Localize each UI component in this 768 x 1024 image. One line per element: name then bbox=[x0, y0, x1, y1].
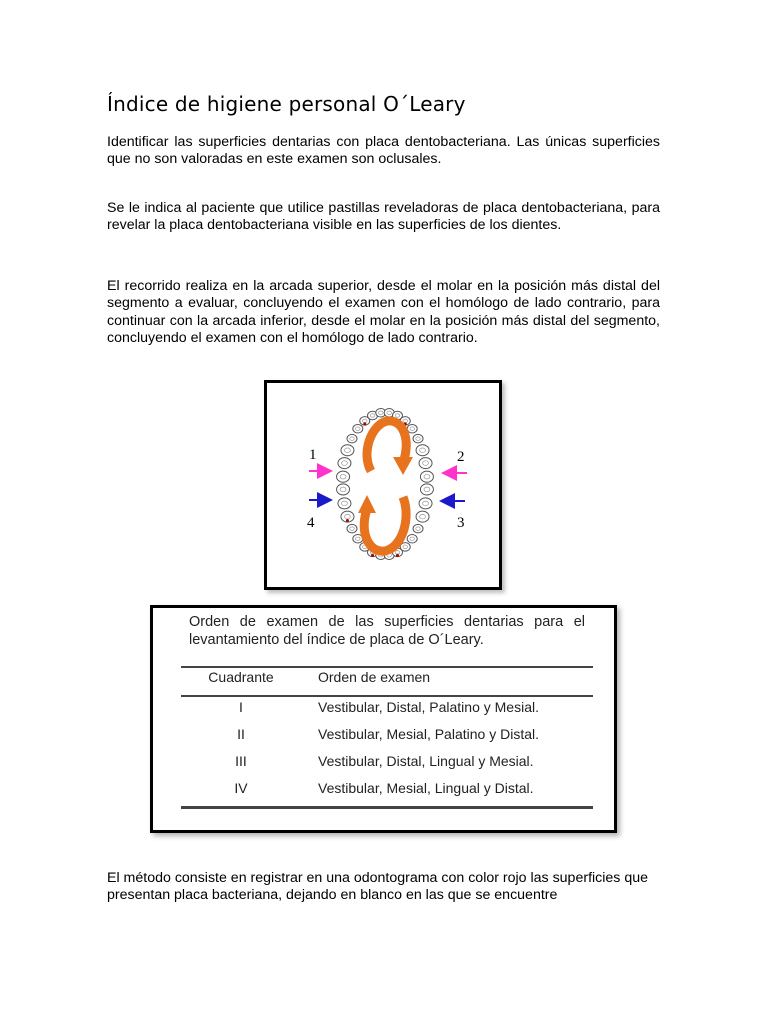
tooth bbox=[341, 445, 354, 456]
tooth bbox=[353, 424, 363, 433]
tooth bbox=[338, 458, 351, 469]
teeth-group bbox=[337, 408, 434, 559]
row-1-quadrant: I bbox=[239, 699, 243, 715]
tooth bbox=[338, 498, 351, 509]
paragraph-procedure: El recorrido realiza en la arcada superior, desde el molar en la posición más distal del segmento a evaluar, concluyendo el examen con el homólogo de lado contrario, para continuar con la arcada inferior, desde el molar en la posición más distal del segmento, concluyendo el examen con el homólogo de lado contrario. bbox=[107, 278, 660, 347]
plaque-mark bbox=[363, 422, 366, 425]
upper-circular-arrowhead bbox=[393, 457, 413, 475]
quadrant-1-label: 1 bbox=[309, 447, 317, 463]
tooth bbox=[419, 458, 432, 469]
header-exam-order: Orden de examen bbox=[318, 669, 431, 685]
table-top-rule bbox=[181, 666, 593, 668]
page-title: Índice de higiene personal O´Leary bbox=[107, 92, 466, 116]
quadrant-4-label: 4 bbox=[307, 515, 315, 531]
tooth bbox=[347, 434, 357, 443]
plaque-mark bbox=[346, 519, 349, 522]
paragraph-tablets: Se le indica al paciente que utilice pastillas reveladoras de placa dentobacteriana, para revelar la placa dentobacteriana visible en las superficies de los dientes. bbox=[107, 200, 660, 234]
table-caption: Orden de examen de las superficies dentarias para el levantamiento del índice de placa de O´Leary. bbox=[189, 614, 585, 648]
tooth bbox=[347, 524, 357, 533]
row-3-quadrant: III bbox=[235, 753, 247, 769]
exam-order-table bbox=[150, 605, 617, 833]
dental-arch-diagram bbox=[264, 380, 502, 590]
row-4-quadrant: IV bbox=[234, 780, 248, 796]
tooth bbox=[416, 445, 429, 456]
header-quadrant: Cuadrante bbox=[208, 669, 274, 685]
table-bottom-rule bbox=[181, 806, 593, 809]
plaque-mark bbox=[371, 554, 374, 557]
lower-circular-arrowhead bbox=[358, 495, 376, 513]
tooth bbox=[420, 484, 433, 495]
quadrant-2-label: 2 bbox=[457, 449, 465, 465]
paragraph-method: El método consiste en registrar en una odontograma con color rojo las superficies que presentan placa bacteriana, dejando en blanco en las que se encuentre bbox=[107, 870, 649, 904]
table-header-rule bbox=[181, 695, 593, 697]
tooth bbox=[419, 498, 432, 509]
row-4-order: Vestibular, Mesial, Lingual y Distal. bbox=[318, 780, 534, 796]
tooth bbox=[420, 471, 433, 482]
paragraph-intro: Identificar las superficies dentarias con placa dentobacteriana. Las únicas superficies que no son valoradas en este examen son oclusales. bbox=[107, 134, 660, 168]
tooth bbox=[413, 434, 423, 443]
row-2-quadrant: II bbox=[237, 726, 245, 742]
quadrant-3-label: 3 bbox=[457, 515, 465, 531]
tooth bbox=[413, 524, 423, 533]
tooth bbox=[416, 511, 429, 522]
row-3-order: Vestibular, Distal, Lingual y Mesial. bbox=[318, 753, 534, 769]
dental-arch-svg bbox=[267, 383, 499, 587]
row-2-order: Vestibular, Mesial, Palatino y Distal. bbox=[318, 726, 539, 742]
row-1-order: Vestibular, Distal, Palatino y Mesial. bbox=[318, 699, 539, 715]
tooth bbox=[337, 484, 350, 495]
tooth bbox=[407, 535, 417, 544]
tooth bbox=[337, 471, 350, 482]
tooth bbox=[407, 424, 417, 433]
plaque-mark bbox=[396, 554, 399, 557]
